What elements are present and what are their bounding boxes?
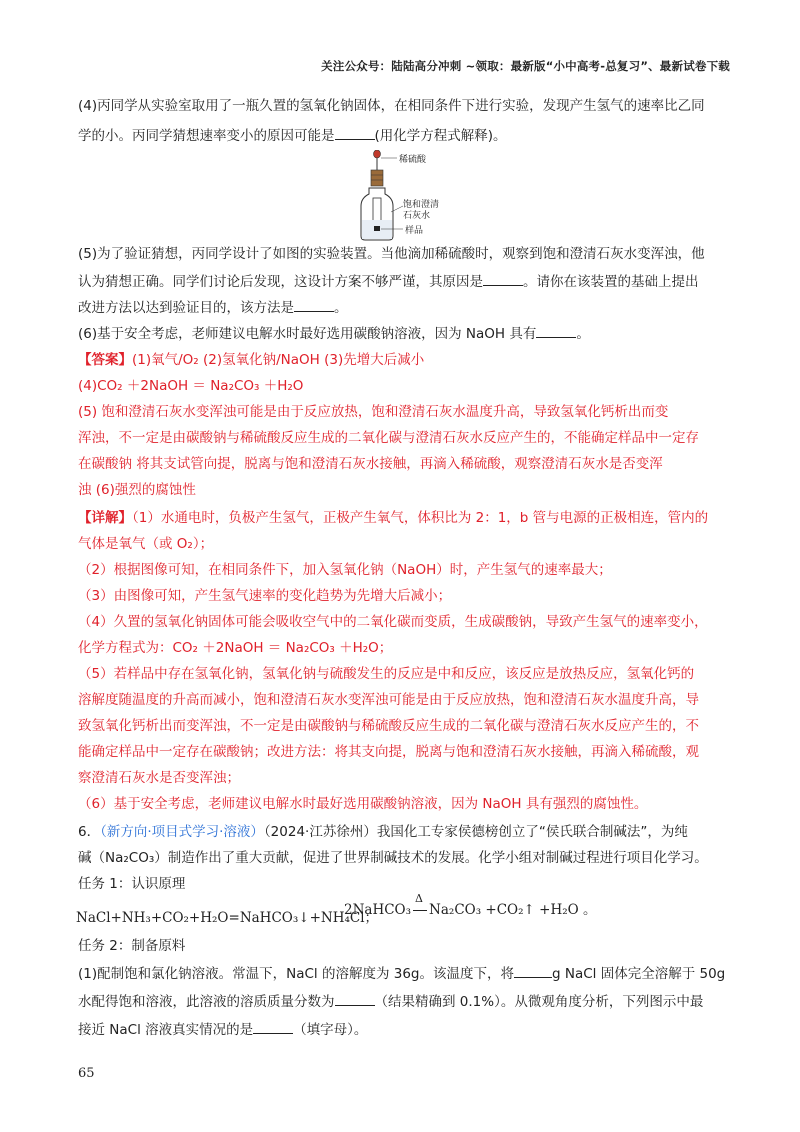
- equation-2: [344, 892, 597, 918]
- answer-line-1: [78, 350, 424, 370]
- detail-line-10: 能确定样品中一定存在碳酸钠；改进方法：将其支向提，脱离与饱和澄清石灰水接触，再滴入稀硫酸，观: [78, 744, 699, 760]
- q4-text-b: (用化学方程式解释)。: [374, 128, 507, 144]
- q6-line: [78, 324, 590, 344]
- answer-line-2: (4)CO₂ ＋2NaOH ＝ Na₂CO₃ ＋H₂O: [78, 378, 304, 394]
- task2-text-e: 接近 NaCl 溶液真实情况的是: [78, 1022, 254, 1038]
- task2-text-c: 水配得饱和溶液，此溶液的溶质质量分数为: [78, 994, 335, 1010]
- answer-blank: [514, 977, 552, 978]
- q5-text-d: 。: [334, 300, 348, 316]
- answer-blank: [294, 311, 334, 312]
- detail-line-9: 致氢氧化钙析出而变浑浊，不一定是由碳酸钠与稀硫酸反应生成的二氧化碳与澄清石灰水反应产生的，不: [78, 718, 699, 734]
- label-lime-water-1: 饱和澄清: [403, 200, 440, 210]
- detail-line-12: （6）基于安全考虑，老师建议电解水时最好选用碳酸钠溶液，因为 NaOH 具有强烈的腐蚀性。: [78, 796, 648, 812]
- detail-text: （1）水通电时，负极产生氢气，正极产生氧气，体积比为 2：1，b 管与电源的正极相连，管内的: [132, 510, 709, 526]
- label-sample: 样品: [405, 226, 424, 236]
- answer-line-3: (5) 饱和澄清石灰水变浑浊可能是由于反应放热，饱和澄清石灰水温度升高，导致氢氧化钙析出而变: [78, 404, 669, 420]
- q6-text-b: 。: [576, 326, 590, 342]
- task2-line-3: [78, 1020, 367, 1040]
- heat-symbol: Δ: [415, 892, 423, 905]
- task2-text-d: （结果精确到 0.1%）。从微观角度分析，下列图示中最: [374, 994, 704, 1010]
- answer-line-6: 浊 (6)强烈的腐蚀性: [78, 482, 196, 498]
- answer-tag: 【答案】: [78, 352, 132, 368]
- label-acid: 稀硫酸: [399, 155, 427, 165]
- task2-heading: 任务 2：制备原料: [78, 938, 186, 954]
- task2-text-b: g NaCl 固体完全溶解于 50g: [552, 966, 726, 982]
- answer-blank: [483, 285, 523, 286]
- answer-line-4: 浑浊，不一定是由碳酸钠与稀硫酸反应生成的二氧化碳与澄清石灰水反应产生的，不能确定样品中一定存: [78, 430, 699, 446]
- q4-text-a: 学的小。丙同学猜想速率变小的原因可能是: [78, 128, 335, 144]
- equation-1: NaCl+NH₃+CO₂+H₂O=NaHCO₃↓+NH₄Cl；: [76, 910, 379, 926]
- q5-line-1: (5)为了验证猜想，丙同学设计了如图的实验装置。当他滴加稀硫酸时，观察到饱和澄清石灰水变浑浊，他: [78, 246, 705, 262]
- detail-tag: 【详解】: [78, 510, 132, 526]
- detail-line-4: （3）由图像可知，产生氢气速率的变化趋势为先增大后减小；: [78, 588, 452, 604]
- detail-line-6: 化学方程式为：CO₂ ＋2NaOH ＝ Na₂CO₃ ＋H₂O；: [78, 640, 393, 656]
- q4-line-1: (4)丙同学从实验室取用了一瓶久置的氢氧化钠固体，在相同条件下进行实验，发现产生氢气的速率比乙同: [78, 98, 705, 114]
- detail-line-3: （2）根据图像可知，在相同条件下，加入氢氧化钠（NaOH）时，产生氢气的速率最大；: [78, 562, 612, 578]
- task2-text-a: (1)配制饱和氯化钠溶液。常温下，NaCl 的溶解度为 36g。该温度下，将: [78, 966, 515, 982]
- task2-line-1: [78, 964, 725, 984]
- answer-blank: [335, 139, 375, 140]
- problem-number: 6．: [78, 824, 101, 840]
- q6-text-a: (6)基于安全考虑，老师建议电解水时最好选用碳酸钠溶液，因为 NaOH 具有: [78, 326, 537, 342]
- detail-line-8: 溶解度随温度的升高而减小，饱和澄清石灰水变浑浊可能是由于反应放热，饱和澄清石灰水温度升高，导: [78, 692, 699, 708]
- q5-line-3: [78, 298, 348, 318]
- equation-2-reactant: 2NaHCO₃: [344, 902, 412, 918]
- answer-blank: [536, 337, 576, 338]
- detail-line-1: [78, 508, 708, 528]
- problem6-line-2: 碱（Na₂CO₃）制造作出了重大贡献，促进了世界制碱技术的发展。化学小组对制碱过程进行项目化学习。: [78, 850, 708, 866]
- equals-bar: [413, 910, 427, 911]
- detail-line-5: （4）久置的氢氧化钠固体可能会吸收空气中的二氧化碳而变质，生成碳酸钠，导致产生氢气的速率变小，: [78, 614, 708, 630]
- task2-line-2: [78, 992, 703, 1012]
- answer-text: (1)氧气/O₂ (2)氢氧化钠/NaOH (3)先增大后减小: [132, 352, 425, 368]
- problem6-text: （2024·江苏徐州）我国化工专家侯德榜创立了“侯氏联合制碱法”，为纯: [263, 824, 688, 840]
- answer-line-5: 在碳酸钠 将其支试管向提，脱离与饱和澄清石灰水接触，再滴入稀硫酸，观察澄清石灰水是否变浑: [78, 456, 663, 472]
- q5-text-c: 改进方法以达到验证目的，该方法是: [78, 300, 294, 316]
- detail-line-2: 气体是氧气（或 O₂）；: [78, 536, 214, 552]
- page-header: 关注公众号：陆陆高分冲刺 ~领取：最新版“小中高考-总复习”、最新试卷下载: [321, 59, 730, 73]
- answer-blank: [335, 1005, 375, 1006]
- detail-line-7: （5）若样品中存在氢氧化钠，氢氧化钠与硫酸发生的反应是中和反应，该反应是放热反应，氢氧化钙的: [78, 666, 695, 682]
- q5-text-b: 。请你在该装置的基础上提出: [523, 274, 699, 290]
- label-lime-water-2: 石灰水: [403, 211, 431, 221]
- answer-blank: [253, 1033, 293, 1034]
- equation-2-products: Na₂CO₃ +CO₂↑ +H₂O 。: [429, 902, 597, 918]
- q5-text-a: 认为猜想正确。同学们讨论后发现，这设计方案不够严谨，其原因是: [78, 274, 483, 290]
- task1-heading: 任务 1：认识原理: [78, 876, 186, 892]
- q4-line-2: [78, 126, 507, 146]
- apparatus-diagram: [355, 150, 475, 242]
- problem-tag: （新方向·项目式学习·溶液）: [100, 824, 264, 840]
- detail-line-11: 察澄清石灰水是否变浑浊；: [78, 770, 240, 786]
- page-number: 65: [78, 1066, 95, 1081]
- q5-line-2: [78, 272, 699, 292]
- problem6-line-1: [78, 822, 688, 842]
- task2-text-f: （填字母）。: [293, 1022, 368, 1038]
